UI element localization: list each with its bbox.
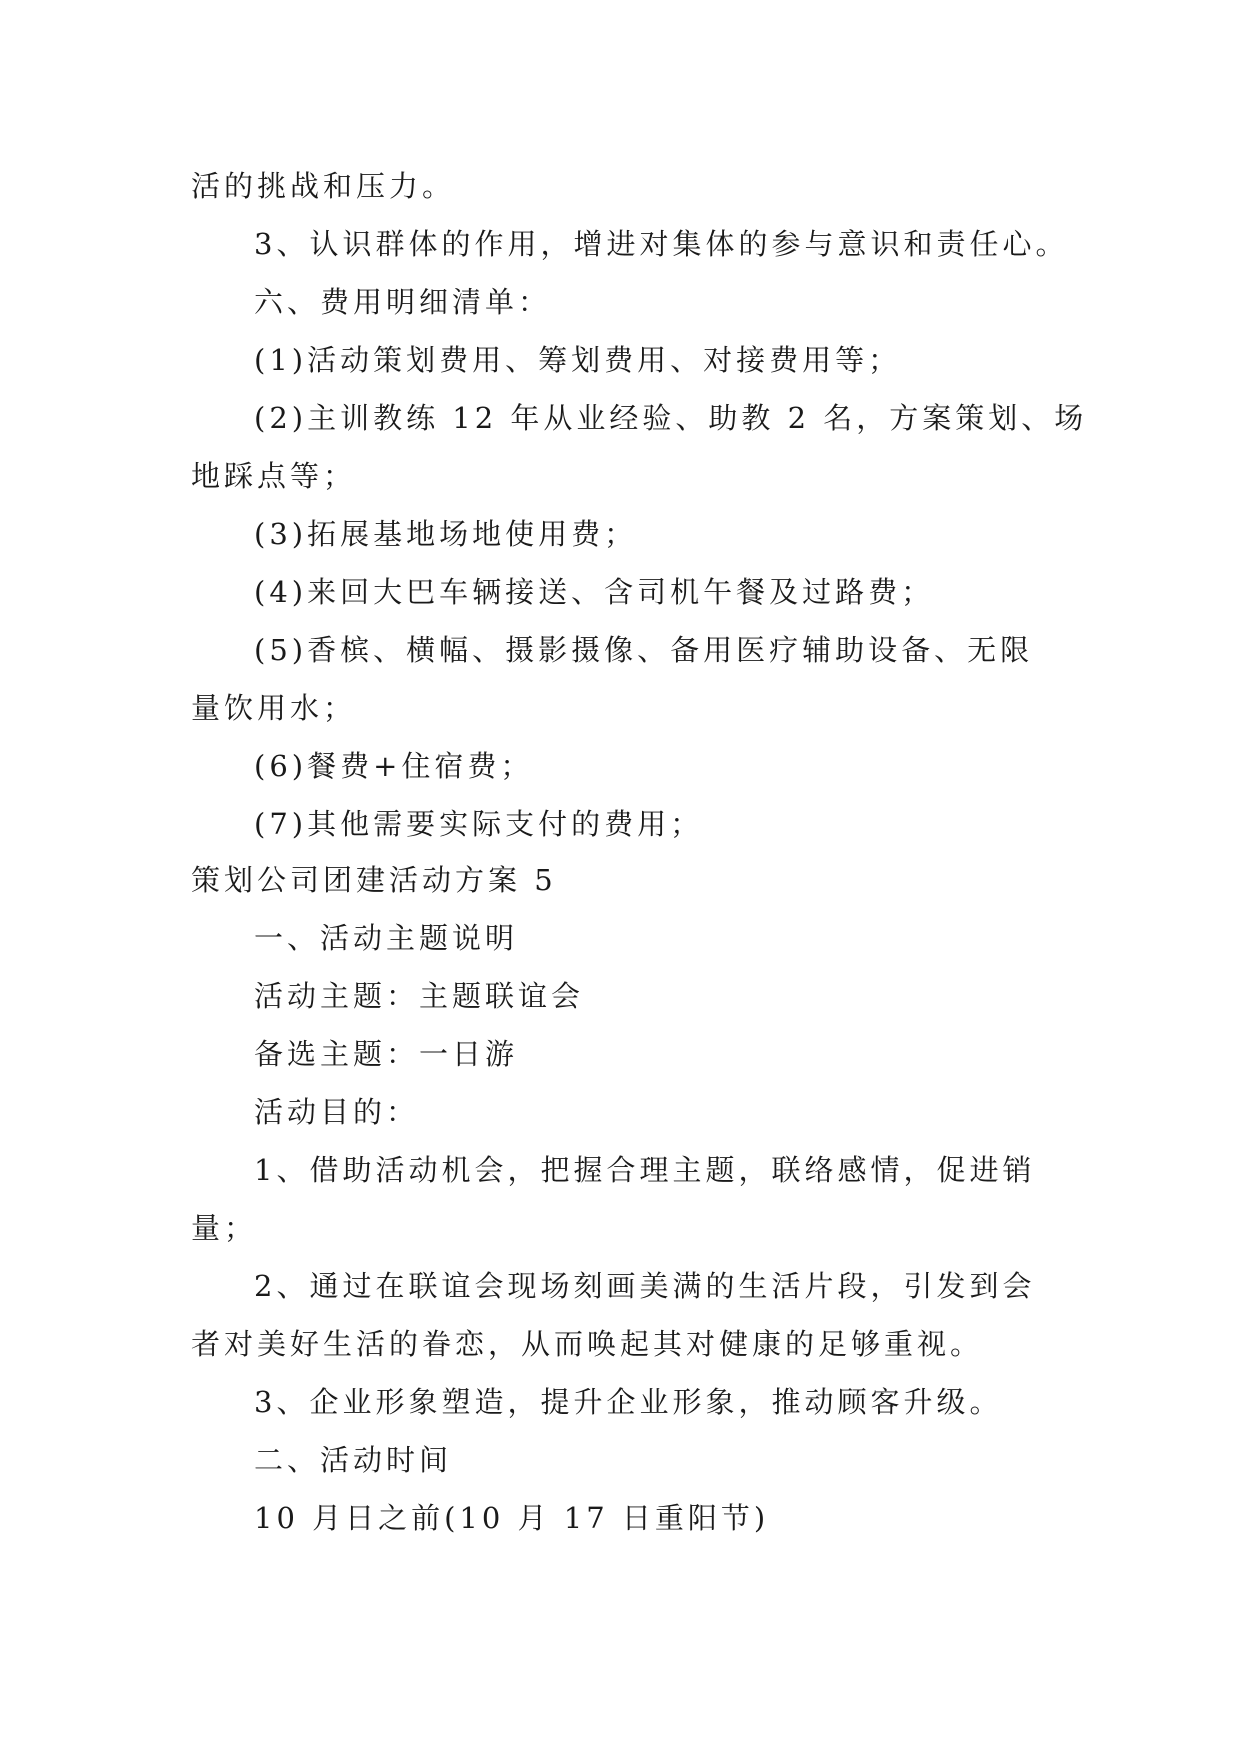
text-line: 活动主题：主题联谊会 [254, 979, 585, 1013]
list-item: (2)主训教练 12 年从业经验、助教 2 名，方案策划、场 [254, 401, 1088, 435]
list-item: (3)拓展基地场地使用费； [254, 517, 638, 551]
text-line: 活动目的： [254, 1095, 420, 1129]
text-line: 活的挑战和压力。 [191, 169, 456, 203]
list-item: (7)其他需要实际支付的费用； [254, 807, 704, 841]
text-line: 量饮用水； [191, 691, 357, 725]
list-item: (5)香槟、横幅、摄影摄像、备用医疗辅助设备、无限 [254, 633, 1034, 667]
text-line: 量； [191, 1211, 258, 1245]
text-line: 者对美好生活的眷恋，从而唤起其对健康的足够重视。 [191, 1327, 984, 1361]
list-item: (1)活动策划费用、筹划费用、对接费用等； [254, 343, 902, 377]
text-line: 备选主题：一日游 [254, 1037, 519, 1071]
list-item: (6)餐费+住宿费； [254, 749, 534, 783]
document-title: 策划公司团建活动方案 5 [191, 863, 557, 897]
section-heading: 一、活动主题说明 [254, 921, 519, 955]
section-heading: 二、活动时间 [254, 1443, 453, 1477]
list-item: 2、通过在联谊会现场刻画美满的生活片段，引发到会 [254, 1269, 1036, 1303]
text-line: 3、认识群体的作用，增进对集体的参与意识和责任心。 [254, 227, 1069, 261]
text-line: 地踩点等； [191, 459, 357, 493]
list-item: 3、企业形象塑造，提升企业形象，推动顾客升级。 [254, 1385, 1003, 1419]
list-item: (4)来回大巴车辆接送、含司机午餐及过路费； [254, 575, 935, 609]
list-item: 1、借助活动机会，把握合理主题，联络感情，促进销 [254, 1153, 1036, 1187]
text-line: 10 月日之前(10 月 17 日重阳节) [254, 1501, 770, 1535]
section-heading: 六、费用明细清单： [254, 285, 552, 319]
